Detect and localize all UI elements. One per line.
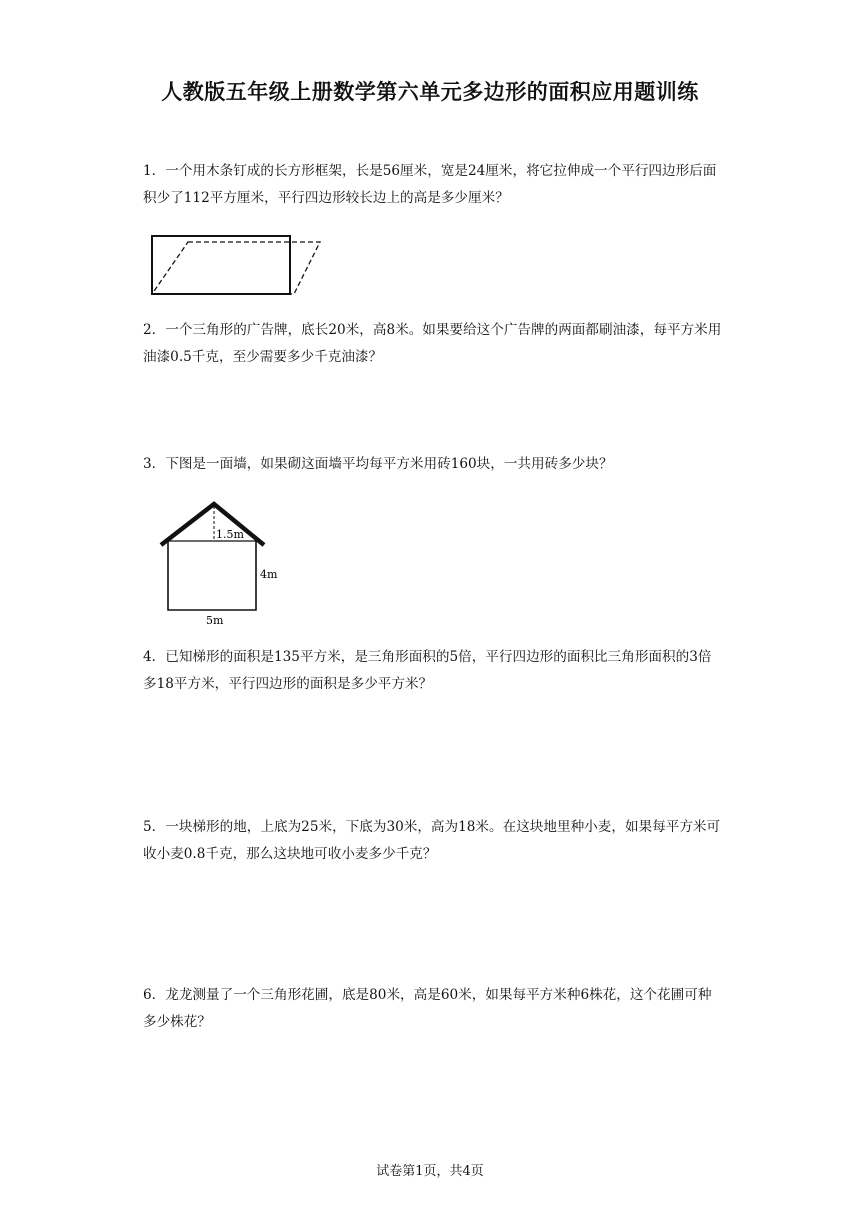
wall-rectangle [168,541,256,610]
house-wall-figure [156,498,286,628]
parallelogram-dashed [152,242,320,294]
roof-outline [161,504,264,545]
roof-height-label: 1.5m [216,528,244,541]
rectangle-frame [152,236,290,294]
base-label: 5m [206,614,224,627]
wall-height-label: 4m [260,568,278,581]
question-4: 4．已知梯形的面积是135平方米，是三角形面积的5倍，平行四边形的面积比三角形面积的3倍多18平方米，平行四边形的面积是多少平方米？ [143,649,712,692]
page-footer: 试卷第1页，共4页 [376,1164,484,1179]
rectangle-parallelogram-figure [148,232,328,298]
question-3: 3．下图是一面墙，如果砌这面墙平均每平方米用砖160块，一共用砖多少块？ [143,456,613,472]
question-2: 2．一个三角形的广告牌，底长20米，高8米。如果要给这个广告牌的两面都刷油漆，每平方米用油漆0.5千克，至少需要多少千克油漆？ [143,322,722,365]
page-title: 人教版五年级上册数学第六单元多边形的面积应用题训练 [161,80,699,104]
question-1: 1．一个用木条钉成的长方形框架，长是56厘米，宽是24厘米，将它拉伸成一个平行四边形后面积少了112平方厘米，平行四边形较长边上的高是多少厘米？ [143,163,717,206]
question-6: 6．龙龙测量了一个三角形花圃，底是80米，高是60米，如果每平方米种6株花，这个花圃可种多少株花？ [143,987,712,1030]
question-5: 5．一块梯形的地，上底为25米，下底为30米，高为18米。在这块地里种小麦，如果每平方米可收小麦0.8千克，那么这块地可收小麦多少千克？ [143,819,721,862]
